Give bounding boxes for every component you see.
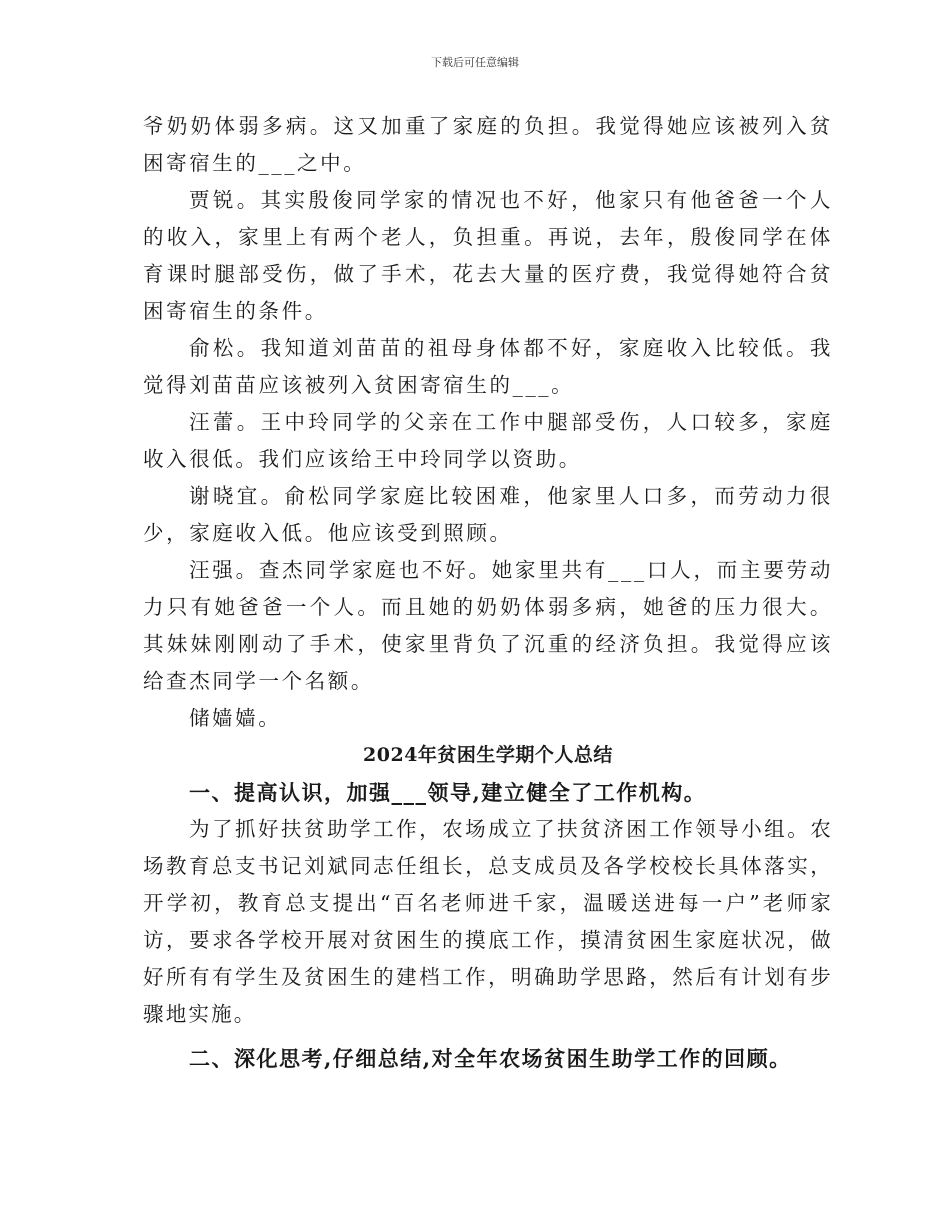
download-editable-note: 下载后可任意编辑 (431, 56, 519, 69)
section-title: 2024年贫困生学期个人总结 (363, 744, 613, 766)
paragraph-jia-rui: 贾锐。其实殷俊同学家的情况也不好，他家只有他爸爸一个人的收入，家里上有两个老人，负担重。再说，去年，殷俊同学在体育课时腿部受伤，做了手术，花去大量的医疗费，我觉得她符合贫困寄宿生的条件。 (143, 188, 833, 323)
section-heading-1: 一、提高认识，加强___领导,建立健全了工作机构。 (189, 780, 707, 805)
paragraph-wang-qiang: 汪强。查杰同学家庭也不好。她家里共有___口人，而主要劳动力只有她爸爸一个人。而且她的奶奶体弱多病，她爸的压力很大。其妹妹刚刚动了手术，使家里背负了沉重的经济负担。我觉得应该给查杰同学一个名额。 (143, 558, 833, 693)
section-heading-2: 二、深化思考,仔细总结,对全年农场贫困生助学工作的回顾。 (189, 1046, 792, 1071)
paragraph-xie-xiaoyi: 谢晓宜。俞松同学家庭比较困难，他家里人口多，而劳动力很少，家庭收入低。他应该受到照顾。 (143, 484, 833, 545)
paragraph-poverty-relief-work: 为了抓好扶贫助学工作，农场成立了扶贫济困工作领导小组。农场教育总支书记刘斌同志任组长，总支成员及各学校校长具体落实，开学初，教育总支提出“百名老师进千家，温暖送进每一户”老师家访，要求各学校开展对贫困生的摸底工作，摸清贫困生家庭状况，做好所有有学生及贫困生的建档工作，明确助学思路，然后有计划有步骤地实施。 (143, 817, 833, 1026)
paragraph-chu-qiangqiang: 储嫱嫱。 (189, 706, 282, 730)
paragraph-yu-song: 俞松。我知道刘苗苗的祖母身体都不好，家庭收入比较低。我觉得刘苗苗应该被列入贫困寄宿生的___。 (143, 336, 833, 397)
paragraph-continuation: 爷奶奶体弱多病。这又加重了家庭的负担。我觉得她应该被列入贫困寄宿生的___之中。 (143, 114, 833, 175)
paragraph-wang-lei: 汪蕾。王中玲同学的父亲在工作中腿部受伤，人口较多，家庭收入很低。我们应该给王中玲同学以资助。 (143, 410, 833, 471)
document-body (143, 108, 833, 1077)
